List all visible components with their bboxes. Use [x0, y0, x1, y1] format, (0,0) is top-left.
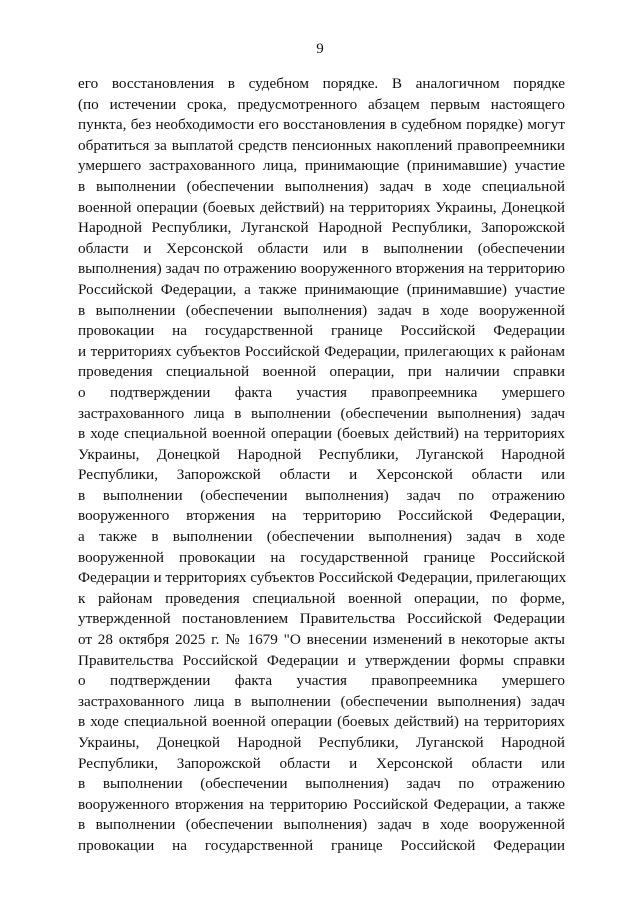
text-line: о подтверждении факта участия правопреемника умершего	[78, 672, 565, 690]
text-line: Республики, Запорожской области и Херсонской области или	[78, 466, 565, 484]
text-line: вооруженной провокации на государственной границе Российской	[78, 548, 565, 566]
text-line: вооруженного вторжения на территорию Российской Федерации,	[78, 507, 565, 525]
text-line: его восстановления в судебном порядке. В аналогичном порядке	[78, 75, 565, 92]
text-line: Украины, Донецкой Народной Республики, Луганской Народной	[78, 734, 565, 751]
body-paragraph	[78, 74, 565, 857]
text-line: провокации на государственной границе Российской Федерации	[78, 836, 565, 854]
text-line: от 28 октября 2025 г. № 1679 "О внесении изменений в некоторые акты	[78, 631, 565, 649]
text-line: военной операции (боевых действий) на территориях Украины, Донецкой	[78, 198, 565, 216]
text-line: о подтверждении факта участия правопреемника умершего	[78, 383, 565, 401]
text-line: утвержденной постановлением Правительства Российской Федерации	[78, 610, 565, 628]
text-line: обратиться за выплатой средств пенсионных накоплений правопреемники	[78, 136, 565, 154]
text-line: вооруженного вторжения на территорию Российской Федерации, а также	[78, 795, 565, 813]
text-line: Украины, Донецкой Народной Республики, Луганской Народной	[78, 445, 565, 463]
text-line: в выполнении (обеспечении выполнения) задач по отражению	[78, 775, 565, 793]
text-line: застрахованного лица в выполнении (обеспечении выполнения) задач	[78, 692, 565, 710]
text-line: провокации на государственной границе Российской Федерации	[78, 322, 565, 340]
text-line: выполнения) задач по отражению вооруженного вторжения на территорию	[78, 260, 565, 278]
text-line: в выполнении (обеспечении выполнения) задач по отражению	[78, 486, 565, 504]
text-line: и территориях субъектов Российской Федерации, прилегающих к районам	[78, 342, 565, 360]
text-line: Российской Федерации, а также принимающие (принимавшие) участие	[78, 280, 565, 298]
text-line: а также в выполнении (обеспечении выполнения) задач в ходе	[78, 528, 565, 546]
text-line: пункта, без необходимости его восстановления в судебном порядке) могут	[78, 116, 565, 134]
text-line: Народной Республики, Луганской Народной Республики, Запорожской	[78, 219, 565, 237]
text-line: в выполнении (обеспечении выполнения) задач в ходе специальной	[78, 177, 565, 195]
text-line: Республики, Запорожской области и Херсонской области или	[78, 754, 565, 772]
text-line: в выполнении (обеспечении выполнения) задач в ходе вооруженной	[78, 301, 565, 319]
text-line: в выполнении (обеспечении выполнения) задач в ходе вооруженной	[78, 816, 565, 834]
text-line: Федерации и территориях субъектов Российской Федерации, прилегающих	[78, 569, 567, 587]
text-line: в ходе специальной военной операции (боевых действий) на территориях	[78, 425, 565, 443]
text-line: к районам проведения специальной военной операции, по форме,	[78, 589, 565, 607]
text-line: проведения специальной военной операции, при наличии справки	[78, 363, 565, 381]
text-line: (по истечении срока, предусмотренного абзацем первым настоящего	[78, 95, 565, 113]
text-line: в ходе специальной военной операции (боевых действий) на территориях	[78, 713, 565, 731]
text-line: умершего застрахованного лица, принимающие (принимавшие) участие	[78, 157, 565, 175]
text-line: застрахованного лица в выполнении (обеспечении выполнения) задач	[78, 404, 565, 422]
page-number: 9	[316, 41, 324, 57]
text-line: Правительства Российской Федерации и утверждении формы справки	[78, 651, 565, 669]
text-line: области и Херсонской области или в выполнении (обеспечении	[78, 239, 565, 257]
